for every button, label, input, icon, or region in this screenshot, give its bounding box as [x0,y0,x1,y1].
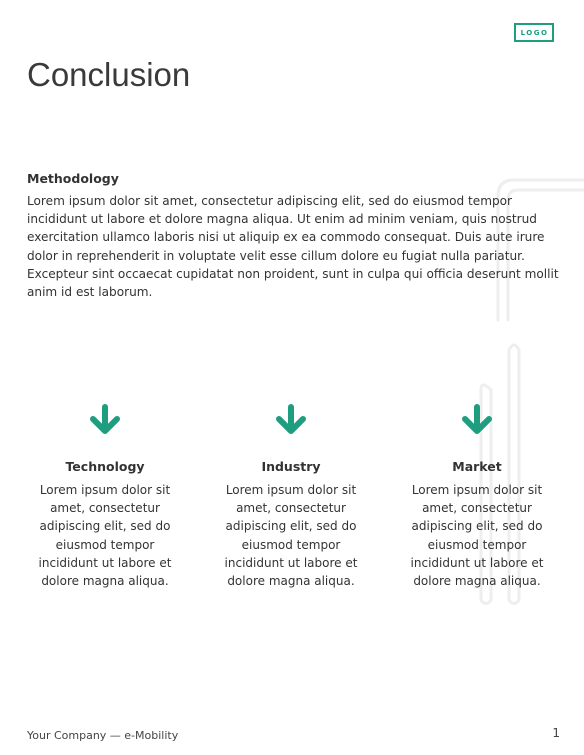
column-title: Market [452,459,502,474]
logo [514,23,554,42]
page-title: Conclusion [27,56,191,93]
footer-company: Your Company — e-Mobility [27,729,179,742]
column-text: Lorem ipsum dolor sit amet, consectetur adipiscing elit, sed do eiusmod tempor incididunt ut labore et dolore magna aliqua. [38,483,172,589]
column-industry [217,404,365,590]
column-title: Technology [65,459,145,474]
column-market [403,404,551,590]
column-text: Lorem ipsum dolor sit amet, consectetur adipiscing elit, sed do eiusmod tempor incididunt ut labore et dolore magna aliqua. [224,483,358,589]
column-technology [31,404,179,590]
arrow-down-icon [274,404,308,436]
column-text: Lorem ipsum dolor sit amet, consectetur adipiscing elit, sed do eiusmod tempor incididunt ut labore et dolore magna aliqua. [410,483,544,589]
methodology-heading: Methodology [27,171,119,186]
methodology-body: Lorem ipsum dolor sit amet, consectetur adipiscing elit, sed do eiusmod tempor incididunt ut labore et dolore magna aliqua. Ut enim ad minim veniam, quis nostrud exercitation ullamco laboris nisi ut aliquip ex ea commodo consequat. Duis aute irure dolor in reprehenderit in voluptate velit esse cillum dolore eu fugiat nulla pariatur. Excepteur sint occaecat cupidatat non proident, sunt in culpa qui officia deserunt mollit anim id est laborum. [27,194,559,300]
page-number: 1 [552,726,560,740]
logo-text: LOGO [520,28,549,37]
arrow-down-icon [88,404,122,436]
column-title: Industry [261,459,321,474]
arrow-down-icon [460,404,494,436]
